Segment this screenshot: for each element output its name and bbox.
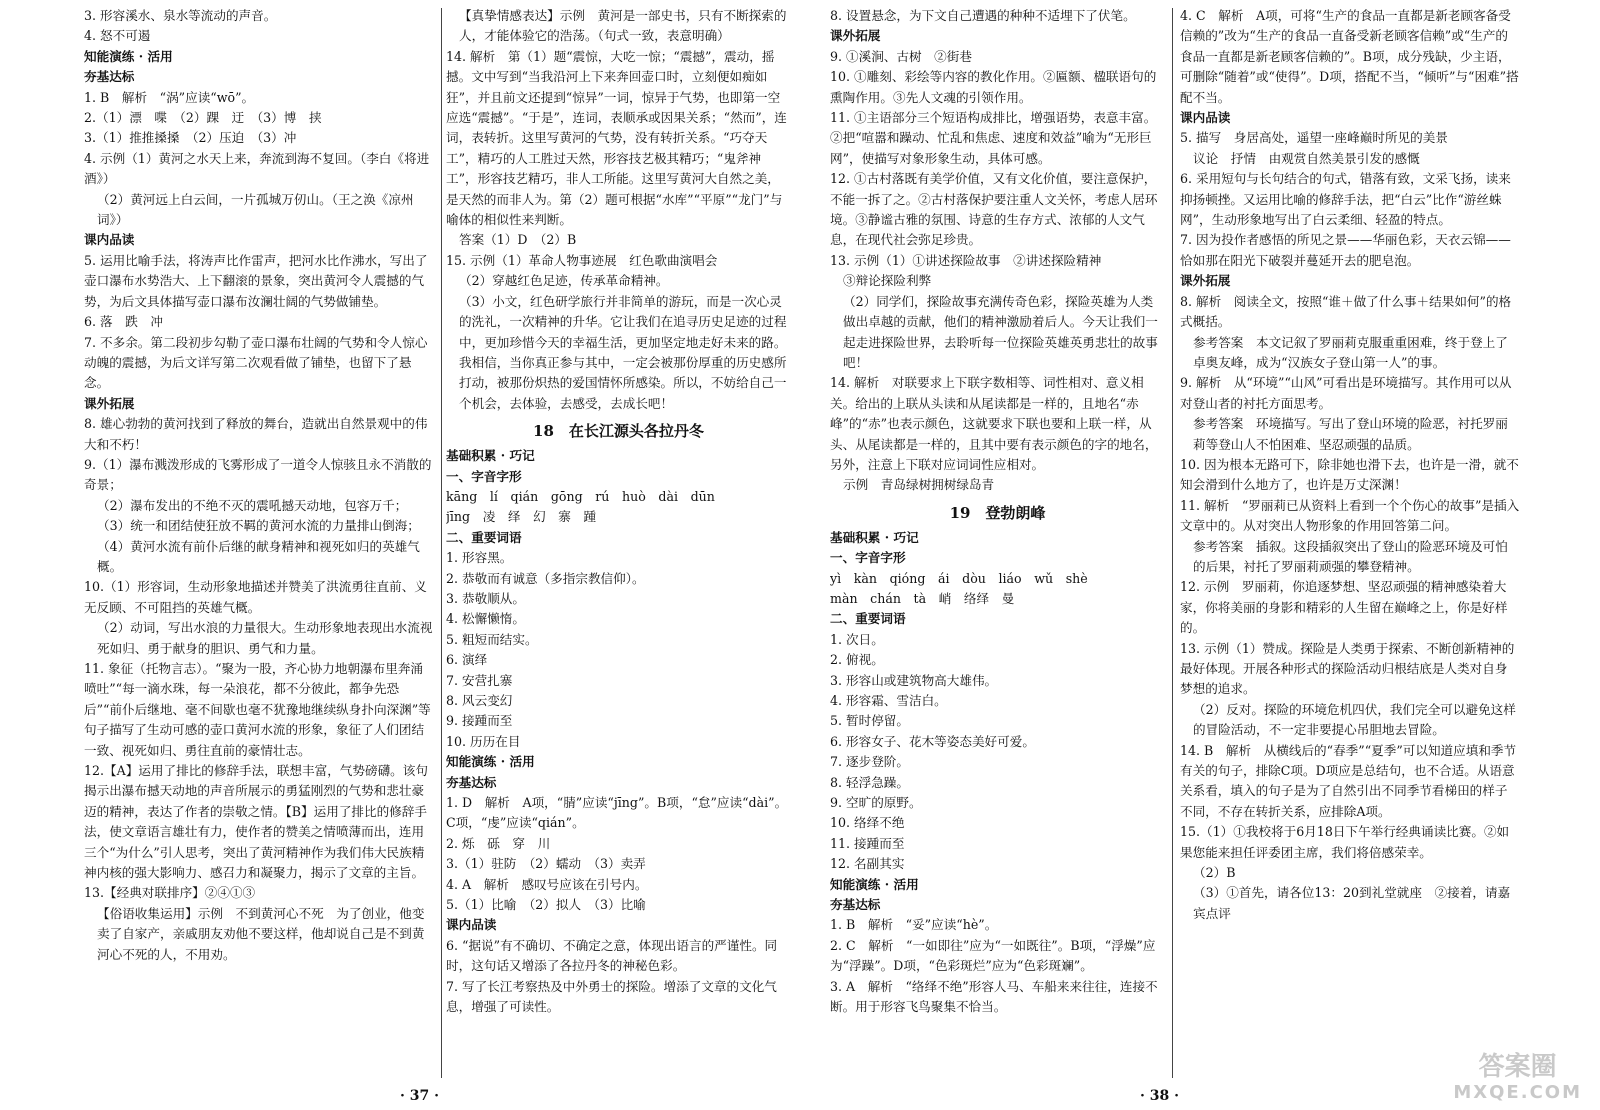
section-heading: 课内品读 [1180, 110, 1231, 126]
column-2 [446, 6, 791, 1076]
watermark-text: 答案圈 [1478, 1052, 1557, 1082]
answer-line: 3.（1）驻防 （2）蠕动 （3）卖弄 [446, 856, 646, 872]
answer-line: 2. 烁 砾 穿 川 [446, 835, 551, 851]
section-heading: 二、重要词语 [830, 611, 906, 627]
answer-line: （2）瀑布发出的不绝不灭的震吼撼天动地，包容万千； [97, 497, 408, 513]
page-number-right: · 38 · [1140, 1088, 1179, 1104]
answer-line: 10. 历历在目 [446, 733, 521, 749]
answer-line: 6. 采用短句与长句结合的句式，错落有致，文采飞扬，读来抑扬顿挫。又运用比喻的修辞手法，把“白云”比作“游丝蛛网”，生动形象地写出了白云柔细、轻盈的特点。 [1180, 171, 1511, 228]
column-divider-right-page [1172, 8, 1173, 1078]
section-heading: 夯基达标 [446, 774, 497, 790]
answer-line: 5. 描写 身居高处，遥望一座峰巅时所见的美景 [1180, 130, 1448, 146]
page-number-left: · 37 · [400, 1088, 439, 1104]
answer-line: kāng lí qián gōng rú huò dài dūn [446, 488, 715, 504]
answer-line: （2）动词，写出水浪的力量很大。生动形象地表现出水流视死如归、勇于献身的胆识、勇气和力量。 [97, 620, 433, 656]
answer-line: 7. 逐步登阶。 [830, 754, 909, 770]
chapter-title: 18 在长江源头各拉丹冬 [533, 422, 704, 441]
chapter-title: 19 登勃朗峰 [949, 503, 1046, 522]
answer-line: 10. 因为根本无路可下，除非她也滑下去，也许是一滑，就不知会滑到什么地方了，也许是万丈深渊！ [1180, 456, 1519, 493]
answer-line: 8. 解析 阅读全文，按照“谁＋做了什么事＋结果如何”的格式概括。 [1180, 293, 1512, 330]
answer-line: 4. A 解析 感叹号应该在引号内。 [446, 876, 648, 892]
answer-line: 7. 因为投作者感悟的所见之景——华丽色彩，天衣云锦——恰如那在阳光下破裂并蔓延开去的肥皂泡。 [1180, 232, 1511, 268]
answer-line: 15.（1）①我校将于6月18日下午举行经典诵读比赛。②如果您能来担任评委团主席，我们将倍感荣幸。 [1180, 824, 1510, 860]
watermark-logo [1453, 1054, 1582, 1106]
answer-line: 议论 抒情 由观赏自然美景引发的感慨 [1193, 150, 1420, 166]
answer-line: 1. 次日。 [830, 631, 884, 647]
answer-line: 1. B 解析 “妥”应读“hè”。 [830, 917, 998, 933]
answer-line: 2.（1）漂 喋 （2）踝 迂 （3）博 挟 [84, 110, 322, 126]
answer-line: 答案（1）D （2）B [459, 232, 577, 248]
answer-line: （3）①首先，请各位13：20到礼堂就座 ②接着，请嘉宾点评 [1193, 885, 1511, 921]
answer-line: 2. 恭敬而有诚意（多指宗教信仰）。 [446, 570, 645, 586]
section-heading: 知能演练 · 活用 [84, 48, 173, 64]
section-heading: 二、重要词语 [446, 529, 522, 545]
answer-line: 12.【A】运用了排比的修辞手法，联想丰富，气势磅礴。该句揭示出瀑布撼天动地的声音所展示的勇猛刚烈的气势和悲壮豪迈的精神，表达了作者的崇敬之情。【B】运用了排比的修辞手法，使文章语言雄壮有力，使作者的赞美之情喷薄而出，连用三个“为什么”引人思考，突出了黄河精神作为我们伟大民族精神内核的强大影响力、感召力和凝聚力，揭示了文章的主旨。 [84, 763, 428, 881]
section-heading: 基础积累 · 巧记 [830, 529, 919, 545]
answer-line: 4. 示例（1）黄河之水天上来，奔流到海不复回。（李白《将进酒》） [84, 150, 430, 187]
answer-line: 2. 俯视。 [830, 652, 884, 668]
section-heading: 知能演练 · 活用 [446, 754, 535, 770]
answer-line: 3. A 解析 “络绎不绝”形容人马、车船来来往往，连接不断。用于形容飞鸟聚集不恰当。 [830, 978, 1158, 1015]
section-heading: 夯基达标 [830, 897, 881, 913]
answer-line: 12. 示例 罗丽莉，你追逐梦想、坚忍顽强的精神感染着大家，你将美丽的身影和精彩的人生留在巅峰之上，你是好样的。 [1180, 579, 1508, 636]
answer-line: 9. 接踵而至 [446, 713, 513, 729]
answer-line: yì kàn qióng ái dòu liáo wǔ shè [830, 570, 1088, 586]
section-heading: 一、字音字形 [830, 550, 906, 566]
answer-line: 【真挚情感表达】示例 黄河是一部史书，只有不断探索的人，才能体验它的浩荡。（句式一致，表意明确） [459, 8, 787, 44]
answer-line: 6. 形容女子、花木等姿态美好可爱。 [830, 733, 1035, 749]
answer-line: （2）B [1193, 865, 1236, 881]
answer-line: 1. D 解析 A项，“腈”应读“jīng”。B项，“怠”应读“dài”。C项，“虔”应读“qián”。 [446, 795, 788, 831]
section-heading: 课内品读 [84, 232, 135, 248]
answer-line: jīng 凌 绎 幻 寨 踵 [446, 509, 597, 525]
answer-line: 13. 示例（1）赞成。探险是人类勇于探索、不断创新精神的最好体现。开展各种形式的探险活动归根结底是人类对自身梦想的追求。 [1180, 640, 1515, 697]
answer-line: 7. 写了长江考察热及中外勇士的探险。增添了文章的文化气息，增强了可读性。 [446, 978, 777, 1015]
answer-line: 11. ①主语部分三个短语构成排比，增强语势，表意丰富。②把“喧嚣和躁动、忙乱和焦虑、速度和效益”喻为“无形巨网”，使描写对象形象生动，具体可感。 [830, 110, 1157, 166]
answer-line: 1. 形容黑。 [446, 550, 513, 566]
answer-line: 8. 轻浮急躁。 [830, 774, 909, 790]
answer-line: 14. B 解析 从横线后的“春季”“夏季”可以知道应填和季节有关的句子，排除C项。D项应是总结句，也不合适。从语意关系看，填入的句子是为了自然引出不同季节看梯田的样子不同，不存在转折关系，应排除A项。 [1180, 742, 1517, 819]
answer-line: （3）小文，红色研学旅行并非简单的游玩，而是一次心灵的洗礼，一次精神的升华。它让我们在追寻历史足迹的过程中，更加珍惜今天的幸福生活，更加坚定地走好未来的路。我相信，当你真正参与其中，一定会被那份厚重的历史感所打动，被那份炽热的爱国情怀所感染。所以，不妨给自己一个机会，去体验，去感受，去成长吧！ [459, 293, 787, 411]
answer-line: 12. ①古村落既有美学价值，又有文化价值，要注意保护，不能一拆了之。②古村落保护要注重人文关怀，考虑人居环境。③静谧古雅的氛围、诗意的生存方式、浓郁的人文气息，在现代社会弥足珍贵。 [830, 171, 1158, 248]
answer-line: （2）黄河远上白云间，一片孤城万仞山。（王之涣《凉州词》） [97, 191, 414, 228]
answer-line: 13.【经典对联排序】②④①③ [84, 885, 256, 901]
answer-line: 9. 空旷的原野。 [830, 795, 922, 811]
answer-line: 2. C 解析 “一如即往”应为“一如既往”。B项，“浮燥”应为“浮躁”。D项，“色彩斑烂”应为“色彩斑斓”。 [830, 937, 1156, 974]
answer-line: 7. 不多余。第二段初步勾勒了壶口瀑布壮阔的气势和令人惊心动魄的震撼，为后文详写第二次观看做了铺垫，也留下了悬念。 [84, 334, 428, 391]
answer-line: 4. 松懈懒惰。 [446, 611, 525, 627]
watermark-url: MXQE.COM [1453, 1082, 1582, 1103]
answer-line: màn chán tà 峭 络绎 曼 [830, 590, 1015, 606]
answer-line: 参考答案 环境描写。写出了登山环境的险恶，衬托罗丽莉等登山人不怕困难、坚忍顽强的品质。 [1193, 416, 1508, 452]
column-1 [84, 6, 434, 1076]
answer-line: 12. 名副其实 [830, 856, 905, 872]
answer-line: 5. 暂时停留。 [830, 713, 909, 729]
answer-line: （3）统一和团结使狂放不羁的黄河水流的力量排山倒海； [97, 518, 420, 534]
answer-line: 4. C 解析 A项，可将“生产的食品一直都是新老顾客备受信赖的”改为“生产的食品一直备受新老顾客信赖”或“生产的食品一直都是新老顾客信赖的”。B项，成分残缺，少主语，可删除“随着”或“使得”。D项，搭配不当，“倾听”与“困难”搭配不当。 [1180, 8, 1519, 105]
answer-line: 8. 雄心勃勃的黄河找到了释放的舞台，造就出自然景观中的伟大和不朽！ [84, 416, 428, 452]
answer-line: 9.（1）瀑布溅泼形成的飞雾形成了一道令人惊骇且永不消散的奇景； [84, 456, 432, 493]
answer-line: 3.（1）推推搡搡 （2）压迫 （3）冲 [84, 130, 297, 146]
answer-line: 示例 青岛绿树拥树绿岛青 [843, 477, 995, 493]
answer-line: 参考答案 插叙。这段插叙突出了登山的险恶环境及可怕的后果，衬托了罗丽莉顽强的攀登精神。 [1193, 538, 1508, 574]
answer-line: 6. 演绎 [446, 652, 488, 668]
answer-line: 8. 风云变幻 [446, 693, 513, 708]
answer-line: 【俗语收集运用】示例 不到黄河心不死 为了创业，他变卖了自家产，亲戚朋友劝他不要这样，他却说自己是不到黄河心不死的人，不用劝。 [97, 905, 425, 962]
answer-line: 10. ①雕刻、彩绘等内容的教化作用。②匾额、楹联语句的熏陶作用。③先人文魂的引领作用。 [830, 69, 1157, 105]
answer-line: 14. 解析 对联要求上下联字数相等、词性相对、意义相关。给出的上联从头读和从尾读都是一样的，且地名“赤峰”的“赤”也表示颜色，这就要求下联也要和上联一样，从头、从尾读都是一样的，且其中要有表示颜色的字的地名，另外，注意上下联对应词词性应相对。 [830, 375, 1158, 472]
answer-line: 5. 运用比喻手法，将涛声比作雷声，把河水比作沸水，写出了壶口瀑布水势浩大、上下翻滚的景象，突出黄河令人震撼的气势，为后文具体描写壶口瀑布汝澜壮阔的气势做铺垫。 [84, 252, 428, 309]
section-heading: 课外拓展 [830, 28, 881, 44]
answer-line: 14. 解析 第（1）题“震惊，大吃一惊；“震撼”，震动，摇撼。文中写到“当我沿河上下来奔回壶口时，立刻便如痴如狂”，并且前文还提到“惊异”一词，惊异于气势，也即第一空应选“震撼”。“于是”，连词，表顺承或因果关系；“然而”，连词，表转折。这里写黄河的气势，没有转折关系。“巧夺天工”，精巧的人工胜过天然，形容技艺极其精巧；“鬼斧神工”，形容技艺精巧，非人工所能。这里写黄河大自然之美，是天然的而非人为。第（2）题可根据“水库”“平原”“龙门”与喻体的相似性来判断。 [446, 48, 787, 228]
answer-line: 3. 恭敬顺从。 [446, 590, 525, 606]
answer-line: 4. 形容霜、雪洁白。 [830, 693, 947, 708]
answer-line: 11. 接踵而至 [830, 835, 905, 851]
answer-line: 7. 安营扎寨 [446, 672, 513, 688]
section-heading: 基础积累 · 巧记 [446, 448, 535, 464]
section-heading: 知能演练 · 活用 [830, 876, 919, 892]
section-heading: 课外拓展 [1180, 273, 1231, 289]
answer-line: 11. 解析 “罗丽莉已从资料上看到一个个伤心的故事”是插入文章中的。从对突出人物形象的作用回答第二问。 [1180, 497, 1520, 534]
answer-line: 4. 怒不可遏 [84, 28, 151, 44]
column-3 [830, 6, 1165, 1076]
answer-line: 15. 示例（1）革命人物事迹展 红色歌曲演唱会 [446, 252, 718, 268]
answer-line: ③辩论探险利弊 [843, 273, 932, 289]
answer-line: （2）穿越红色足迹，传承革命精神。 [459, 273, 669, 289]
answer-line: 1. B 解析 “涡”应读“wō”。 [84, 89, 255, 105]
answer-line: 5. 粗短而结实。 [446, 631, 538, 647]
answer-line: 3. 形容溪水、泉水等流动的声音。 [84, 8, 277, 23]
answer-line: 10. 络绎不绝 [830, 815, 905, 831]
answer-line: 9. 解析 从“环境”“山风”可看出是环境描写。其作用可以从对登山者的衬托方面思考。 [1180, 375, 1512, 411]
answer-line: 6. 落 跌 冲 [84, 314, 163, 330]
answer-line: 10.（1）形容词，生动形象地描述并赞美了洪流勇往直前、义无反顾、不可阻挡的英雄气概。 [84, 579, 427, 615]
answer-line: 13. 示例（1）①讲述探险故事 ②讲述探险精神 [830, 252, 1102, 268]
answer-line: 8. 设置悬念，为下文自己遭遇的种种不适埋下了伏笔。 [830, 8, 1136, 23]
section-heading: 夯基达标 [84, 69, 135, 85]
answer-line: （4）黄河水流有前仆后继的献身精神和视死如归的英雄气概。 [97, 538, 420, 574]
column-4 [1180, 6, 1520, 1076]
answer-line: （2）同学们，探险故事充满传奇色彩，探险英雄为人类做出卓越的贡献，他们的精神激励着后人。今天让我们一起走进探险世界，去聆听每一位探险英雄英勇悲壮的故事吧！ [843, 293, 1158, 370]
answer-line: 6. “据说”有不确切、不确定之意，体现出语言的严谨性。同时，这句话又增添了各拉丹冬的神秘色彩。 [446, 937, 778, 974]
section-heading: 课外拓展 [84, 395, 135, 411]
answer-line: 5.（1）比喻 （2）拟人 （3）比喻 [446, 897, 646, 913]
answer-line: 3. 形容山或建筑物高大雄伟。 [830, 672, 998, 688]
answer-line: （2）反对。探险的环境危机四伏，我们完全可以避免这样的冒险活动，不一定非要提心吊胆地去冒险。 [1193, 701, 1516, 738]
section-heading: 课内品读 [446, 917, 497, 933]
answer-line: 参考答案 本文记叙了罗丽莉克服重重困难，终于登上了卓奥友峰，成为“汉族女子登山第一人”的事。 [1193, 334, 1508, 370]
column-divider-left-page [441, 8, 442, 1078]
section-heading: 一、字音字形 [446, 468, 522, 484]
answer-line: 9. ①溪涧、古树 ②街巷 [830, 48, 972, 64]
answer-line: 11. 象征（托物言志）。“聚为一股，齐心协力地朝瀑布里奔涌喷吐”“每一滴水珠，每一朵浪花，都不分彼此，都争先恐后”“前仆后继地、毫不间歇也毫不犹豫地继续纵身扑向深渊”等句子描写了生动可感的壶口黄河水流的形象，象征了人们团结一致、视死如归、勇往直前的豪情壮志。 [84, 661, 431, 758]
